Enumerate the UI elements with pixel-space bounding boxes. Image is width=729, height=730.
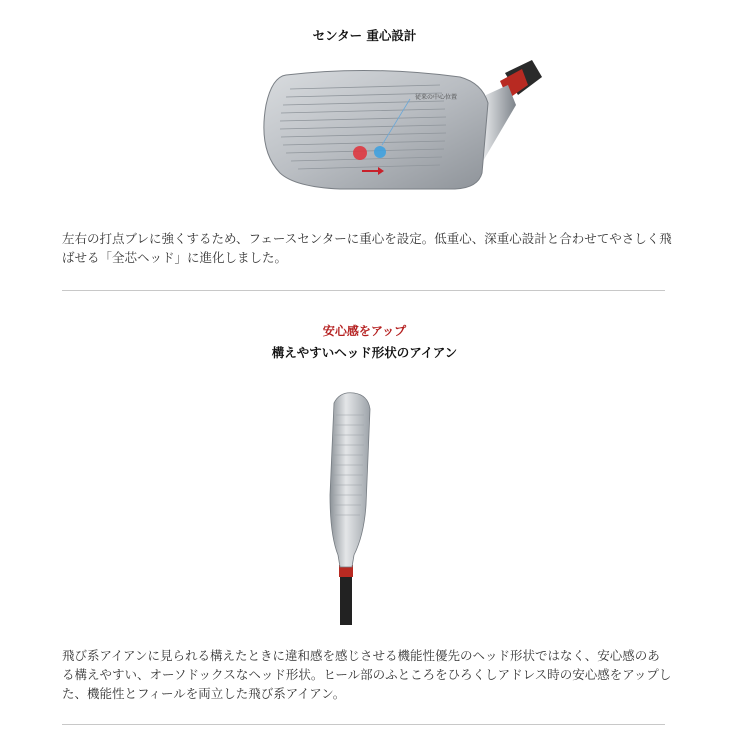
section1-body: 左右の打点ブレに強くするため、フェースセンターに重心を設定。低重心、深重心設計と合わせてやさしく飛ばせる「全芯ヘッド」に進化しました。 (62, 231, 672, 265)
section1-title: センター 重心設計 (312, 28, 417, 43)
section2-body: 飛び系アイアンに見られる構えたときに違和感を感じさせる機能性優先のヘッド形状ではなく、安心感のある構えやすい、オーソドックスなヘッド形状。ヒール部のふところをひろくしアドレス時の安心感をアップした、機能性とフィールを両立した飛び系アイアン。 (62, 648, 672, 701)
annotation-old-center: 従来の中心位置 (415, 94, 458, 101)
section2-subtitle: 安心感をアップ (322, 324, 407, 338)
section2-title: 構えやすいヘッド形状のアイアン (271, 345, 458, 360)
iron-head-face-image (250, 55, 550, 205)
old-center-dot (374, 146, 386, 158)
iron-head-address-image (318, 385, 388, 625)
new-center-dot (353, 146, 367, 160)
divider (62, 290, 665, 291)
divider-bottom (62, 724, 665, 725)
